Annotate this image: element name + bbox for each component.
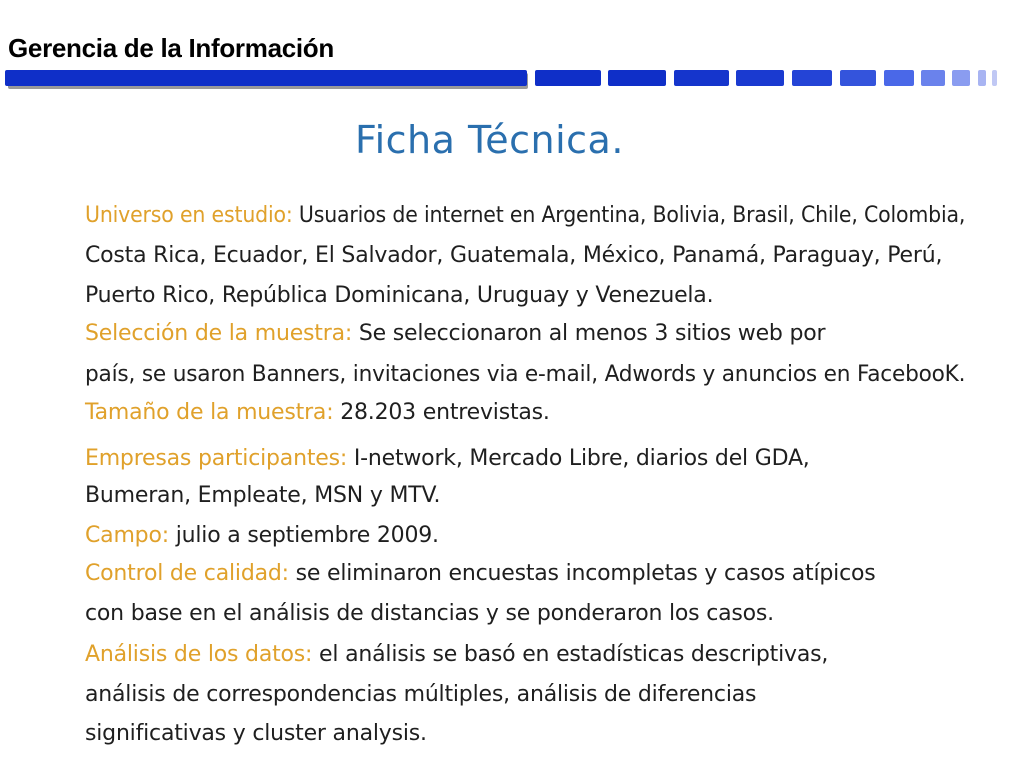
- field-text: I-network, Mercado Libre, diarios del GDA,: [347, 446, 810, 471]
- field-text: Usuarios de internet en Argentina, Bolivia, Brasil, Chile, Colombia,: [292, 203, 966, 228]
- field-label: Selección de la muestra:: [85, 321, 353, 346]
- sheet-line: [85, 720, 427, 748]
- field-text: Se seleccionaron al menos 3 sitios web por: [352, 321, 826, 346]
- field-text: significativas y cluster analysis.: [85, 721, 427, 746]
- field-text: se eliminaron encuestas incompletas y casos atípicos: [288, 561, 876, 586]
- header-bar-segment: [992, 70, 997, 86]
- field-text: el análisis se basó en estadísticas descriptivas,: [312, 642, 829, 667]
- header-bar-segment: [608, 70, 666, 86]
- sheet-line: [85, 361, 965, 389]
- field-label: Universo en estudio:: [85, 203, 293, 228]
- sheet-line: [85, 202, 965, 230]
- field-text: Costa Rica, Ecuador, El Salvador, Guatemala, México, Panamá, Paraguay, Perú,: [85, 243, 943, 268]
- field-text: Bumeran, Empleate, MSN y MTV.: [85, 483, 441, 508]
- sheet-line: [85, 445, 810, 473]
- header-bar-segment: [952, 70, 970, 86]
- header-bar-segment: [978, 70, 986, 86]
- sheet-line: [85, 482, 440, 510]
- field-text: con base en el análisis de distancias y se ponderaron los casos.: [85, 601, 774, 626]
- field-label: Análisis de los datos:: [85, 642, 313, 667]
- header-bar-segment: [884, 70, 914, 86]
- handwritten-sheet: [80, 108, 980, 758]
- page-title: Gerencia de la Información: [8, 33, 334, 63]
- field-text: 28.203 entrevistas.: [333, 400, 550, 425]
- header-bar-segment: [736, 70, 784, 86]
- field-label: Control de calidad:: [85, 561, 289, 586]
- field-text: Puerto Rico, República Dominicana, Uruguay y Venezuela.: [85, 283, 714, 308]
- header-bar-segment: [840, 70, 876, 86]
- sheet-line: [85, 522, 439, 550]
- sheet-line: [85, 681, 756, 709]
- field-label: Campo:: [85, 523, 169, 548]
- header-bar-segment: [674, 70, 729, 86]
- sheet-line: [85, 399, 550, 427]
- header-bar-segment: [792, 70, 832, 86]
- header-bar-segment: [921, 70, 945, 86]
- field-label: Empresas participantes:: [85, 446, 348, 471]
- sheet-line: [85, 560, 876, 588]
- header-bar-segment: [535, 70, 601, 86]
- sheet-title: Ficha Técnica.: [355, 118, 624, 162]
- sheet-line: [85, 600, 774, 628]
- header-bar-segment: [5, 70, 527, 86]
- field-text: julio a septiembre 2009.: [168, 523, 439, 548]
- sheet-line: [85, 282, 713, 310]
- sheet-line: [85, 641, 828, 669]
- sheet-line: [85, 242, 942, 270]
- field-text: análisis de correspondencias múltiples, análisis de diferencias: [85, 682, 757, 707]
- field-label: Tamaño de la muestra:: [85, 400, 334, 425]
- field-text: país, se usaron Banners, invitaciones via e-mail, Adwords y anuncios en FacebooK.: [85, 362, 966, 387]
- sheet-line: [85, 320, 825, 348]
